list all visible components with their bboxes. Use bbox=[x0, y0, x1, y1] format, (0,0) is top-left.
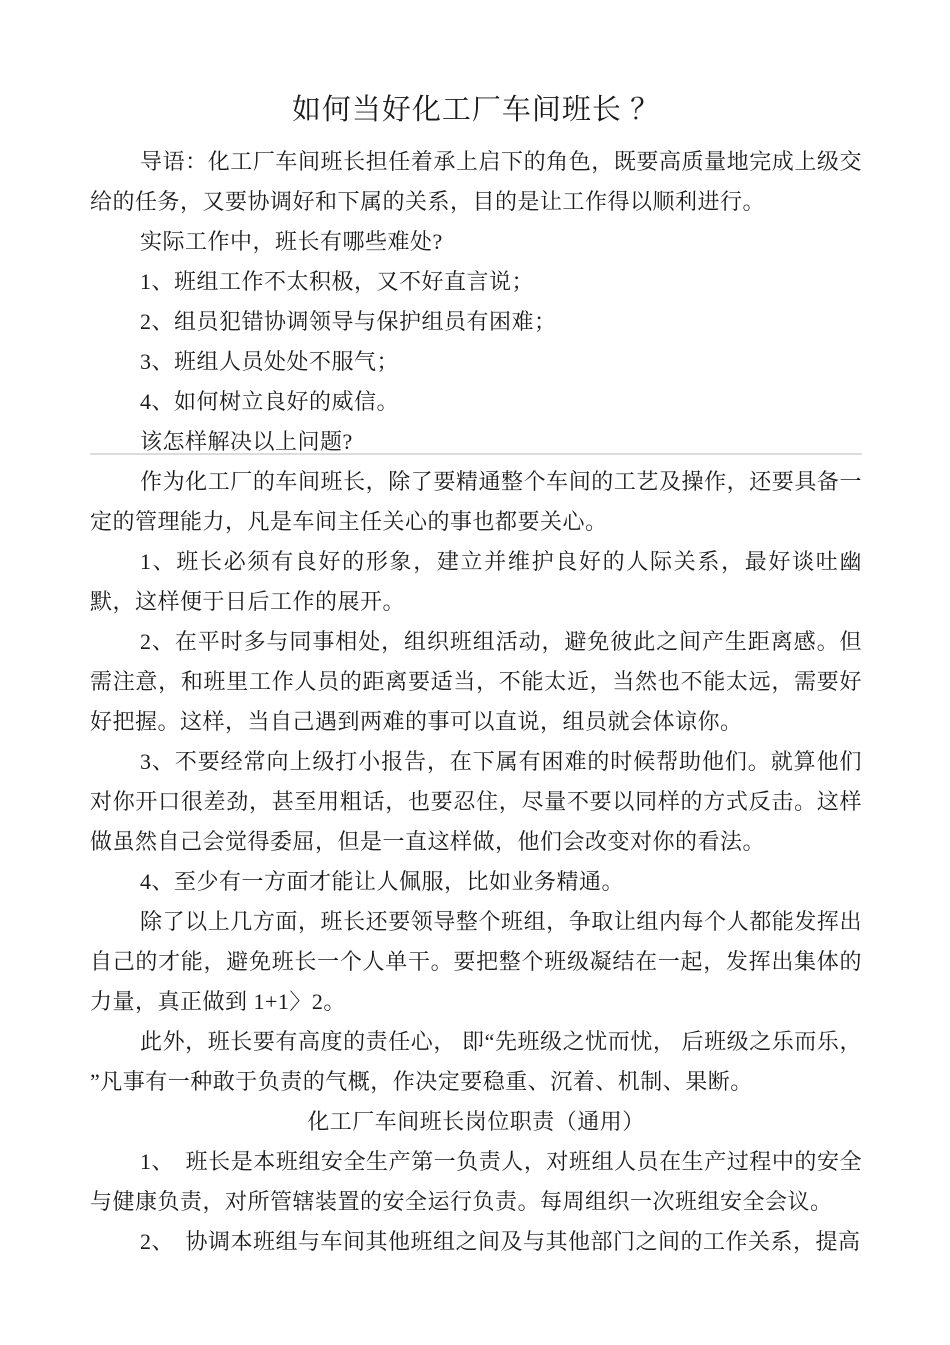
paragraph: 4、如何树立良好的威信。 bbox=[140, 389, 400, 414]
section-heading: 化工厂车间班长岗位职责（通用） bbox=[307, 1109, 645, 1134]
paragraph: 3、班组人员处处不服气； bbox=[140, 349, 400, 374]
paragraph: 1、班长必须有良好的形象，建立并维护良好的人际关系，最好谈吐幽默，这样便于日后工作的展开。 bbox=[90, 549, 862, 614]
paragraph: 除了以上几方面，班长还要领导整个班组，争取让组内每个人都能发挥出自己的才能，避免班长一个人单干。要把整个班级凝结在一起，发挥出集体的力量，真正做到 1+1〉2。 bbox=[90, 909, 862, 1014]
paragraph: 实际工作中，班长有哪些难处? bbox=[140, 229, 443, 254]
paragraph: 此外，班长要有高度的责任心， 即“先班级之忧而忧， 后班级之乐而乐， ”凡事有一种敢于负责的气概，作决定要稳重、沉着、机制、果断。 bbox=[90, 1029, 862, 1094]
paragraph: 2、在平时多与同事相处，组织班组活动，避免彼此之间产生距离感。但需注意，和班里工作人员的距离要适当，不能太近，当然也不能太远，需要好好把握。这样，当自己遇到两难的事可以直说，组员就会体谅你。 bbox=[90, 629, 862, 734]
paragraph: 作为化工厂的车间班长，除了要精通整个车间的工艺及操作，还要具备一定的管理能力，凡是车间主任关心的事也都要关心。 bbox=[90, 469, 862, 534]
document-title: 如何当好化工厂车间班长 ？ bbox=[291, 94, 661, 126]
paragraph: 3、不要经常向上级打小报告，在下属有困难的时候帮助他们。就算他们对你开口很差劲，甚至用粗话，也要忍住，尽量不要以同样的方式反击。这样做虽然自己会觉得委屈，但是一直这样做，他们会改变对你的看法。 bbox=[90, 749, 862, 854]
paragraph: 1、班组工作不太积极，又不好直言说； bbox=[140, 269, 535, 294]
paragraph: 该怎样解决以上问题? bbox=[140, 429, 353, 454]
paragraph: 2、 协调本班组与车间其他班组之间及与其他部门之间的工作关系，提高 bbox=[140, 1229, 861, 1254]
paragraph: 1、 班长是本班组安全生产第一负责人，对班组人员在生产过程中的安全与健康负责，对所管辖装置的安全运行负责。每周组织一次班组安全会议。 bbox=[90, 1149, 862, 1214]
paragraph: 4、至少有一方面才能让人佩服，比如业务精通。 bbox=[140, 869, 625, 894]
paragraph: 2、组员犯错协调领导与保护组员有困难； bbox=[140, 309, 557, 334]
paragraph: 导语：化工厂车间班长担任着承上启下的角色，既要高质量地完成上级交给的任务，又要协调好和下属的关系，目的是让工作得以顺利进行。 bbox=[90, 149, 862, 214]
document-body bbox=[90, 142, 862, 1262]
